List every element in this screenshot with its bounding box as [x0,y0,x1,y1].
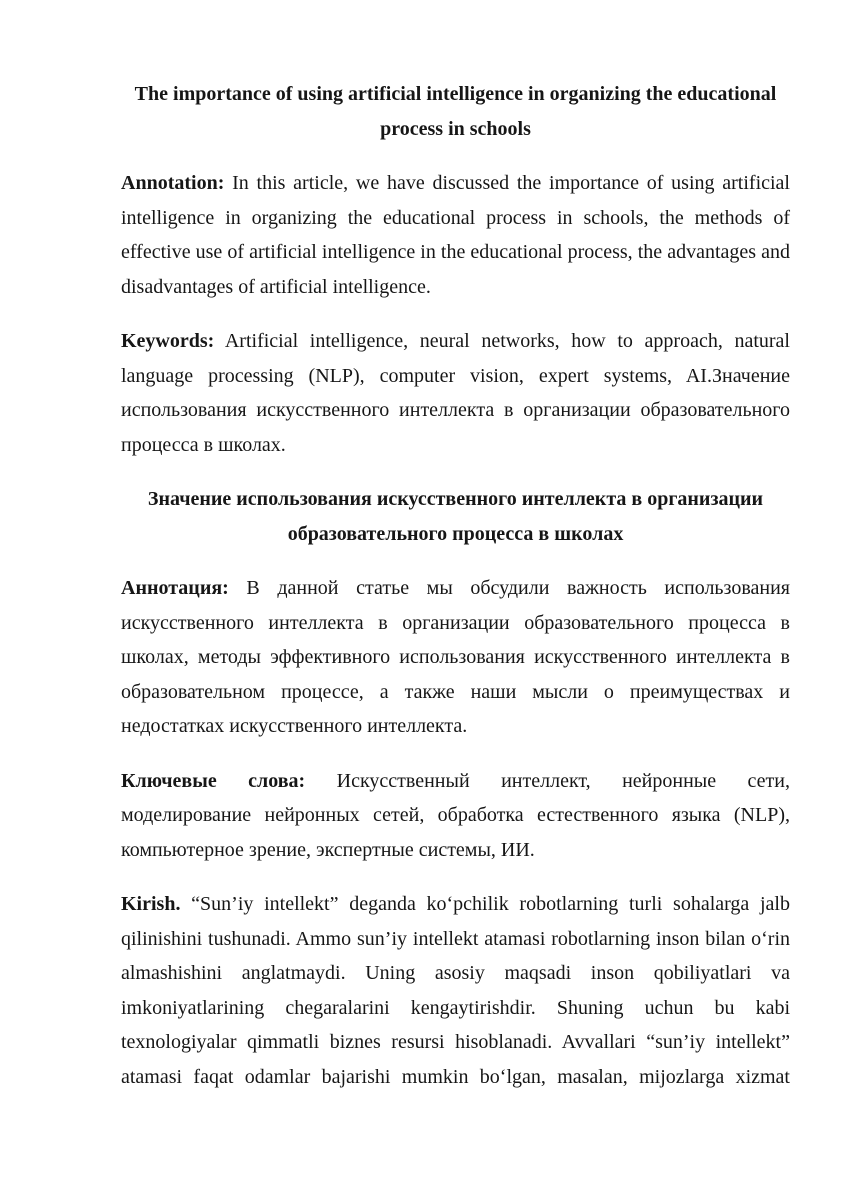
keywords-en-label: Keywords: [121,330,215,352]
intro-uzbek-label: Kirish. [121,893,181,915]
paragraph-keywords-en [121,324,790,462]
paragraph-annotation-ru [121,571,790,744]
title-russian-line-2: образовательного процесса в школах [287,522,624,545]
title-russian [121,482,790,551]
title-english-line-1: The importance of using artificial intelligence in organizing the educational [134,83,777,105]
document-content [121,77,790,1114]
title-english-line-2: process in schools [380,117,531,140]
annotation-en-text: In this article, we have discussed the importance of using artificial intelligence in organizing the educational process in schools, the methods of effective use of artificial intelligence in the educational process, the advantages and disadvantages of artificial intelligence. [121,172,790,298]
keywords-ru-label: Ключевые слова: [121,769,306,792]
paragraph-keywords-ru [121,764,790,868]
annotation-ru-text: В данной статье мы обсудили важность использования искусственного интеллекта в организации образовательного процесса в школах, методы эффективного использования искусственного интеллекта в образовательном процессе, а также наши мысли о преимуществах и недостатках искусственного интеллекта. [121,577,790,737]
annotation-ru-label: Аннотация: [121,577,229,599]
title-russian-line-1: Значение использования искусственного интеллекта в организации [147,488,764,510]
annotation-en-label: Annotation: [121,172,225,194]
paragraph-annotation-en [121,166,790,304]
keywords-en-text: Artificial intelligence, neural networks, how to approach, natural language processing (NLP), computer vision, expert systems, AI.Значение использования искусственного интеллекта в организации образовательного процесса в школах. [121,330,790,456]
intro-uzbek-text: “Sun’iy intellekt” deganda ko‘pchilik robotlarning turli sohalarga jalb qilinishini tushunadi. Ammo sun’iy intellekt atamasi robotlarning inson bilan o‘rin almashishini anglatmaydi. Uning asosiy maqsadi inson qobiliyatlari va imkoniyatlarining chegaralarini kengaytirishdir. Shuning uchun bu kabi texnologiyalar qimmatli biznes resursi hisoblanadi. Avvallari “sun’iy intellekt” atamasi faqat odamlar bajarishi mumkin bo‘lgan, masalan, mijozlarga xizmat [121,893,790,1088]
title-english [121,77,790,146]
keywords-ru-text: Искусственный интеллект, нейронные сети, моделирование нейронных сетей, обработка естественного языка (NLP), компьютерное зрение, экспертные системы, ИИ. [121,769,790,861]
paragraph-intro-uzbek [121,887,790,1094]
